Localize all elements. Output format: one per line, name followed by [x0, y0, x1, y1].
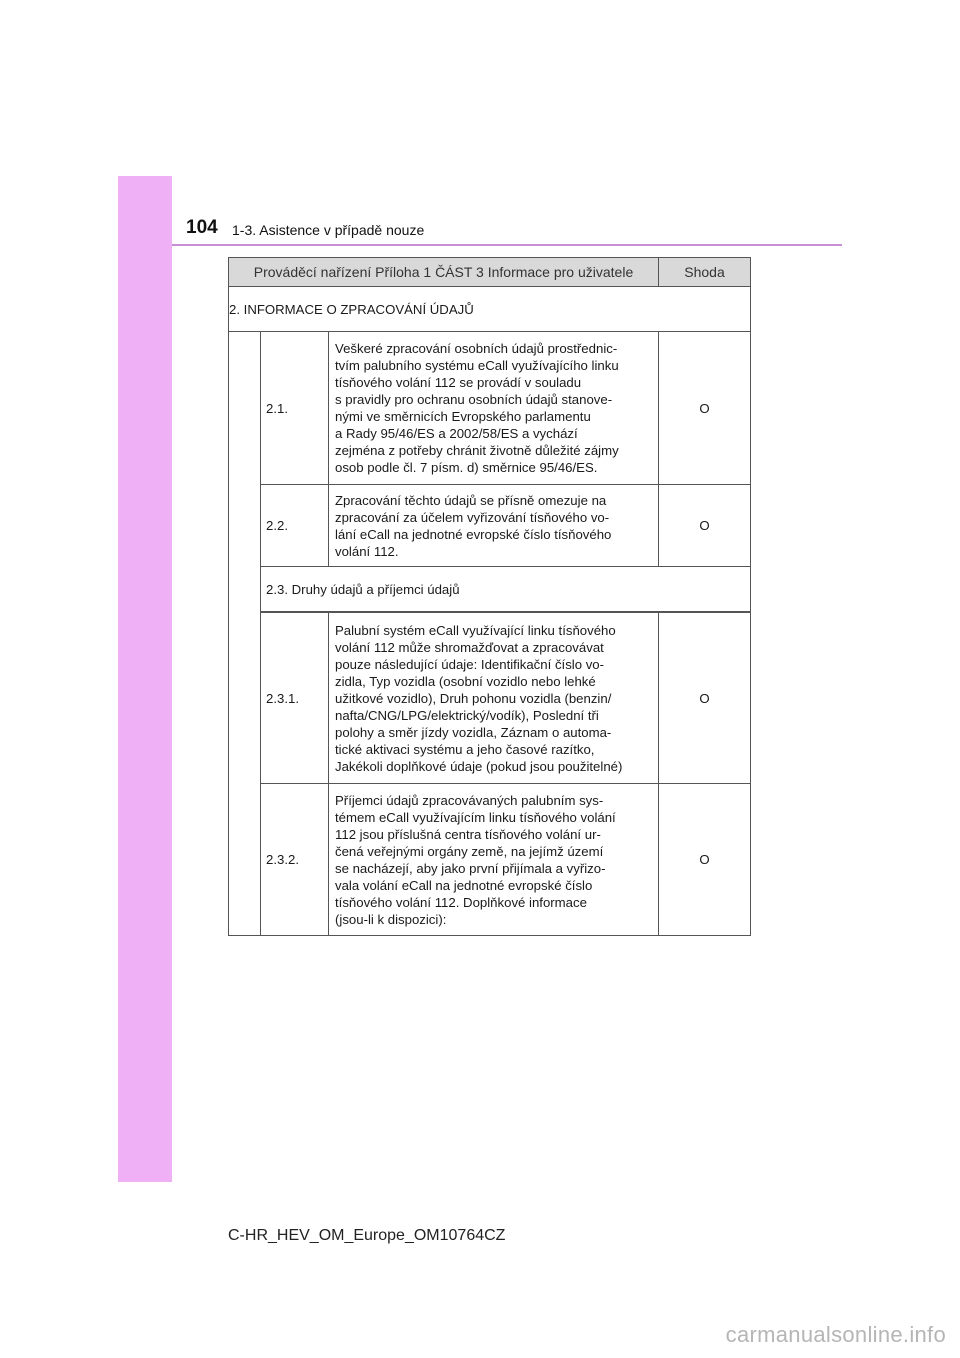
header-rule	[172, 244, 842, 246]
text-line: tísňového volání 112. Doplňkové informace	[335, 894, 587, 910]
item-number: 2.3.1.	[261, 613, 329, 784]
text-line: volání 112.	[335, 543, 399, 559]
text-line: nými ve směrnicích Evropského parlamentu	[335, 409, 591, 424]
text-line: vala volání eCall na jednotné evropské číslo	[335, 877, 593, 893]
text-line: tísňového volání 112 se provádí v souladu	[335, 375, 582, 390]
text-line: 112 jsou příslušná centra tísňového volání ur-	[335, 826, 601, 842]
side-color-band	[118, 176, 172, 1182]
text-line: se nacházejí, aby jako první přijímala a vyřizo-	[335, 860, 606, 876]
table-row	[229, 613, 751, 784]
compliance-mark: O	[659, 784, 751, 936]
section-title-cell: 2. INFORMACE O ZPRACOVÁNÍ ÚDAJŮ	[229, 287, 751, 332]
subsection-title-cell: 2.3. Druhy údajů a příjemci údajů	[261, 567, 751, 612]
section-row	[229, 287, 751, 332]
table-row	[229, 784, 751, 936]
text-line: Veškeré zpracování osobních údajů prostřednic-	[335, 341, 618, 356]
text-line: lání eCall na jednotné evropské číslo tísňového	[335, 526, 612, 542]
text-line: zpracování za účelem vyřizování tísňového vo-	[335, 509, 610, 525]
text-line: polohy a směr jízdy vozidla, Záznam o automa-	[335, 724, 612, 740]
table-row	[229, 332, 751, 485]
text-line: čená veřejnými orgány země, na jejímž území	[335, 843, 604, 859]
text-line: témem eCall využívajícím linku tísňového volání	[335, 809, 616, 825]
column-header-requirement: Prováděcí nařízení Příloha 1 ČÁST 3 Informace pro uživatele	[229, 258, 659, 287]
text-line: užitkové vozidlo), Druh pohonu vozidla (benzin/	[335, 690, 612, 706]
text-line: tvím palubního systému eCall využívajícího linku	[335, 358, 619, 373]
item-number: 2.2.	[261, 485, 329, 567]
information-table	[228, 257, 751, 936]
compliance-mark: O	[659, 332, 751, 485]
text-line: nafta/CNG/LPG/elektrický/vodík), Poslední tři	[335, 707, 599, 723]
item-text	[329, 332, 659, 485]
text-line: osob podle čl. 7 písm. d) směrnice 95/46/ES.	[335, 460, 598, 475]
text-line: Jakékoli doplňkové údaje (pokud jsou použitelné)	[335, 758, 623, 774]
text-line: Palubní systém eCall využívající linku tísňového	[335, 622, 616, 638]
subsection-row	[229, 567, 751, 612]
text-line: Příjemci údajů zpracovávaných palubním sys-	[335, 792, 604, 808]
text-line: Zpracování těchto údajů se přísně omezuje na	[335, 492, 607, 508]
item-text	[329, 485, 659, 567]
item-number: 2.3.2.	[261, 784, 329, 936]
page-number: 104	[186, 217, 218, 238]
indent-cell	[229, 332, 261, 936]
table-header-row	[229, 258, 751, 287]
table-row	[229, 485, 751, 567]
document-code: C-HR_HEV_OM_Europe_OM10764CZ	[228, 1227, 506, 1244]
section-title: 1-3. Asistence v případě nouze	[232, 222, 425, 238]
compliance-mark: O	[659, 613, 751, 784]
text-line: pouze následující údaje: Identifikační číslo vo-	[335, 656, 605, 672]
compliance-mark: O	[659, 485, 751, 567]
text-line: s pravidly pro ochranu osobních údajů stanove-	[335, 392, 613, 407]
text-line: volání 112 může shromažďovat a zpracovávat	[335, 639, 604, 655]
text-line: zidla, Typ vozidla (osobní vozidlo nebo lehké	[335, 673, 596, 689]
column-header-compliance: Shoda	[659, 258, 751, 287]
text-line: zejména z potřeby chránit životně důležité zájmy	[335, 443, 619, 458]
text-line: tické aktivaci systému a jeho časové razítko,	[335, 741, 595, 757]
text-line: (jsou-li k dispozici):	[335, 911, 447, 927]
item-text	[329, 784, 659, 936]
item-text	[329, 613, 659, 784]
item-number: 2.1.	[261, 332, 329, 485]
text-line: a Rady 95/46/ES a 2002/58/ES a vychází	[335, 426, 578, 441]
watermark: carmanualsonline.info	[725, 1322, 946, 1347]
